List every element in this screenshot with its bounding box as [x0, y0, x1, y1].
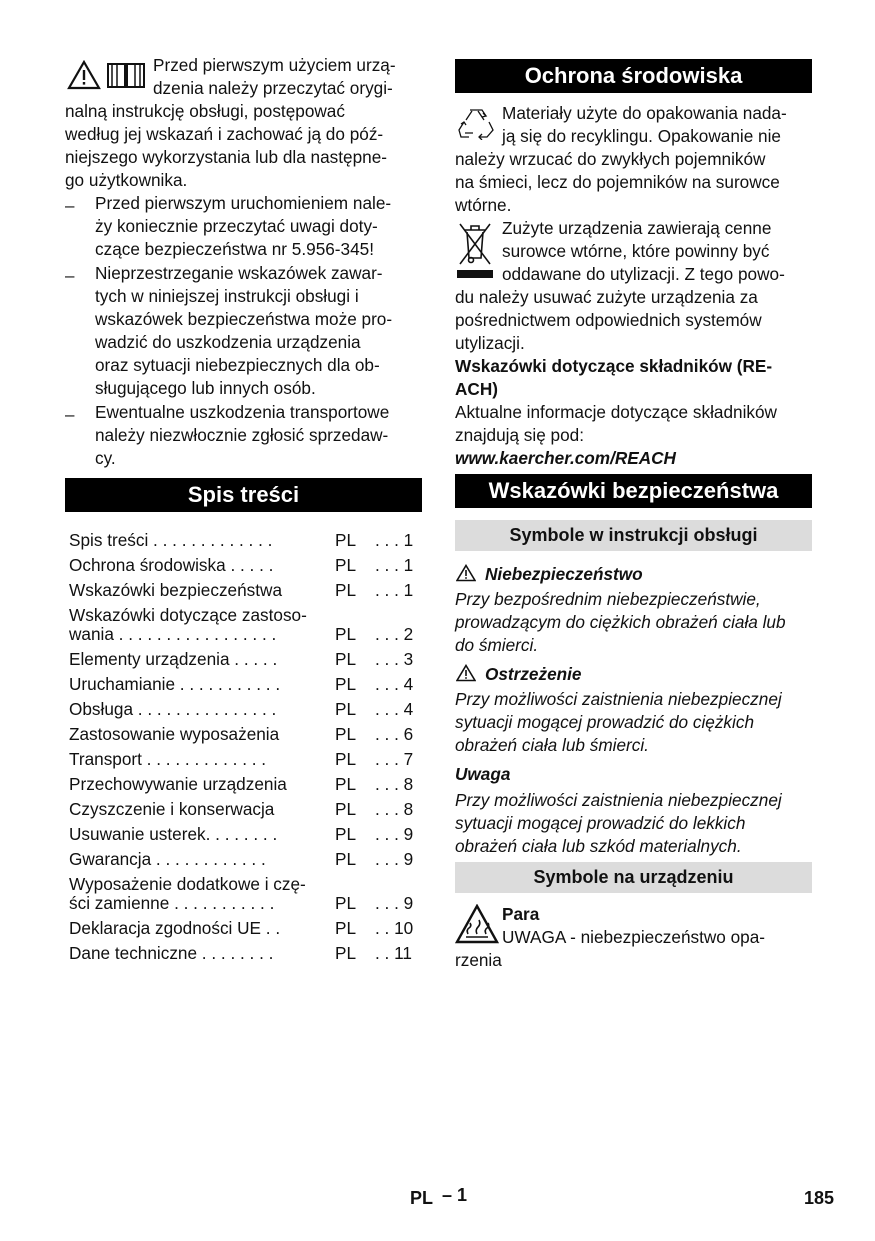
toc-title: Ochrona środowiska . . . . .: [69, 555, 274, 575]
weee-line: oddawane do utylizacji. Z tego powo-: [502, 264, 785, 284]
toc-row[interactable]: [69, 873, 419, 917]
warning-triangle-icon: [456, 664, 476, 682]
danger-text: do śmierci.: [455, 635, 539, 655]
read-manual-icon: [105, 60, 147, 90]
toc-title: Elementy urządzenia . . . . .: [69, 649, 278, 669]
toc-page: . . . 1: [375, 580, 414, 600]
toc-title: Czyszczenie i konserwacja: [69, 799, 275, 819]
bullet-line: należy niezwłocznie zgłosić sprzedaw-: [95, 425, 389, 445]
recycle-text: należy wrzucać do zwykłych pojemników: [455, 149, 766, 169]
hot-steam-warning-icon: [455, 904, 499, 944]
warning-text: sytuacji mogącej prowadzić do ciężkich: [455, 712, 755, 732]
recycle-text: na śmieci, lecz do pojemników na surowce: [455, 172, 780, 192]
bullet-line: oraz sytuacji niebezpiecznych dla ob-: [95, 355, 380, 375]
recycle-line: Materiały użyte do opakowania nada-: [502, 103, 787, 123]
intro-text: niejszego wykorzystania lub dla następne-: [65, 147, 387, 167]
reach-heading: ACH): [455, 379, 498, 399]
bullet-dash: –: [65, 266, 75, 285]
toc-lang: PL: [335, 530, 357, 550]
toc-title: Przechowywanie urządzenia: [69, 774, 287, 794]
toc-page: . . . 9: [375, 893, 414, 913]
warning-title: Ostrzeżenie: [485, 664, 582, 684]
bullet-line: Ewentualne uszkodzenia transportowe: [95, 402, 390, 422]
toc-page: . . . 3: [375, 649, 414, 669]
page-number: 185: [804, 1188, 835, 1208]
toc-lang: PL: [335, 774, 357, 794]
danger-text: Przy bezpośrednim niebezpieczeństwie,: [455, 589, 761, 609]
recycle-text: wtórne.: [455, 195, 512, 215]
bullet-line: wadzić do uszkodzenia urządzenia: [95, 332, 361, 352]
toc-page: . . . 2: [375, 624, 414, 644]
toc-row[interactable]: [69, 604, 419, 648]
footer-lang: PL: [410, 1188, 434, 1208]
toc-page: . . 11: [375, 943, 412, 963]
toc-page: . . . 8: [375, 774, 414, 794]
toc-lang: PL: [335, 699, 357, 719]
toc-page: . . 10: [375, 918, 414, 938]
crossed-bin-icon: [457, 220, 493, 280]
bullet-line: tych w niniejszej instrukcji obsługi i: [95, 286, 359, 306]
toc-title: Zastosowanie wyposażenia: [69, 724, 280, 744]
toc-page: . . . 1: [375, 530, 414, 550]
toc-page: . . . 1: [375, 555, 414, 575]
warning-text: Przy możliwości zaistnienia niebezpiecznej: [455, 689, 782, 709]
toc-page: . . . 7: [375, 749, 414, 769]
toc-page: . . . 4: [375, 674, 414, 694]
bullet-dash: –: [65, 405, 75, 424]
intro-line-1: Przed pierwszym użyciem urzą-: [153, 55, 396, 75]
environment-heading: Ochrona środowiska: [455, 59, 812, 93]
danger-text: prowadzącym do ciężkich obrażeń ciała lub: [455, 612, 786, 632]
weee-line: surowce wtórne, które powinny być: [502, 241, 770, 261]
toc-lang: PL: [335, 649, 357, 669]
recycling-icon: [457, 106, 495, 140]
toc-title-line: Wskazówki dotyczące zastoso-: [69, 605, 307, 625]
toc-lang: PL: [335, 555, 357, 575]
weee-text: pośrednictwem odpowiednich systemów: [455, 310, 762, 330]
toc-heading: Spis treści: [65, 478, 422, 512]
safety-heading: Wskazówki bezpieczeństwa: [455, 474, 812, 508]
toc-page: . . . 6: [375, 724, 414, 744]
caution-title: Uwaga: [455, 764, 511, 784]
toc-title: wania . . . . . . . . . . . . . . . . .: [69, 624, 277, 644]
toc-title: Spis treści . . . . . . . . . . . . .: [69, 530, 273, 550]
steam-text: UWAGA - niebezpieczeństwo opa-: [502, 927, 766, 947]
bullet-line: Nieprzestrzeganie wskazówek zawar-: [95, 263, 383, 283]
weee-text: utylizacji.: [455, 333, 525, 353]
bullet-line: ży koniecznie przeczytać uwagi doty-: [95, 216, 378, 236]
toc-page: . . . 9: [375, 824, 414, 844]
intro-line-2: dzenia należy przeczytać orygi-: [153, 78, 393, 98]
danger-title: Niebezpieczeństwo: [485, 564, 643, 584]
toc-title-line: Wyposażenie dodatkowe i czę-: [69, 874, 306, 894]
reach-url-link[interactable]: www.kaercher.com/REACH: [455, 448, 676, 468]
warning-text: obrażeń ciała lub śmierci.: [455, 735, 649, 755]
bullet-dash: –: [65, 196, 75, 215]
symbols-manual-heading: Symbole w instrukcji obsługi: [455, 520, 812, 551]
toc-lang: PL: [335, 674, 357, 694]
caution-text: sytuacji mogącej prowadzić do lekkich: [455, 813, 746, 833]
toc-page: . . . 8: [375, 799, 414, 819]
reach-text: znajdują się pod:: [455, 425, 584, 445]
reach-text: Aktualne informacje dotyczące składników: [455, 402, 777, 422]
toc-title: Usuwanie usterek. . . . . . . .: [69, 824, 278, 844]
caution-text: Przy możliwości zaistnienia niebezpiecznej: [455, 790, 782, 810]
toc-lang: PL: [335, 918, 357, 938]
toc-title: Wskazówki bezpieczeństwa: [69, 580, 283, 600]
toc-page: . . . 4: [375, 699, 414, 719]
bullet-line: wskazówek bezpieczeństwa może pro-: [95, 309, 393, 329]
intro-text: według jej wskazań i zachować ją do póź-: [65, 124, 384, 144]
toc-lang: PL: [335, 849, 357, 869]
toc-lang: PL: [335, 580, 357, 600]
toc-title: Transport . . . . . . . . . . . . .: [69, 749, 267, 769]
steam-text: rzenia: [455, 950, 502, 970]
toc-lang: PL: [335, 824, 357, 844]
toc-title: Uruchamianie . . . . . . . . . . .: [69, 674, 281, 694]
toc-title: ści zamienne . . . . . . . . . . .: [69, 893, 275, 913]
toc-title: Deklaracja zgodności UE . .: [69, 918, 281, 938]
warning-triangle-icon: [456, 564, 476, 582]
caution-text: obrażeń ciała lub szkód materialnych.: [455, 836, 742, 856]
weee-text: du należy usuwać zużyte urządzenia za: [455, 287, 758, 307]
toc-lang: PL: [335, 893, 357, 913]
recycle-line: ją się do recyklingu. Opakowanie nie: [502, 126, 781, 146]
reach-heading: Wskazówki dotyczące składników (RE-: [455, 356, 773, 376]
bullet-line: czące bezpieczeństwa nr 5.956-345!: [95, 239, 374, 259]
warning-triangle-icon: [67, 60, 101, 90]
toc-lang: PL: [335, 624, 357, 644]
symbols-device-heading: Symbole na urządzeniu: [455, 862, 812, 893]
weee-line: Zużyte urządzenia zawierają cenne: [502, 218, 772, 238]
footer-page-index: – 1: [442, 1185, 468, 1205]
bullet-line: sługującego lub innych osób.: [95, 378, 316, 398]
toc-lang: PL: [335, 943, 357, 963]
intro-text: nalną instrukcję obsługi, postępować: [65, 101, 345, 121]
toc-lang: PL: [335, 724, 357, 744]
bullet-line: Przed pierwszym uruchomieniem nale-: [95, 193, 392, 213]
bullet-line: cy.: [95, 448, 116, 468]
steam-title: Para: [502, 904, 540, 924]
intro-text: go użytkownika.: [65, 170, 188, 190]
toc-title: Dane techniczne . . . . . . . .: [69, 943, 274, 963]
toc-lang: PL: [335, 799, 357, 819]
toc-title: Obsługa . . . . . . . . . . . . . . .: [69, 699, 277, 719]
toc-title: Gwarancja . . . . . . . . . . . .: [69, 849, 266, 869]
toc-page: . . . 9: [375, 849, 414, 869]
toc-lang: PL: [335, 749, 357, 769]
